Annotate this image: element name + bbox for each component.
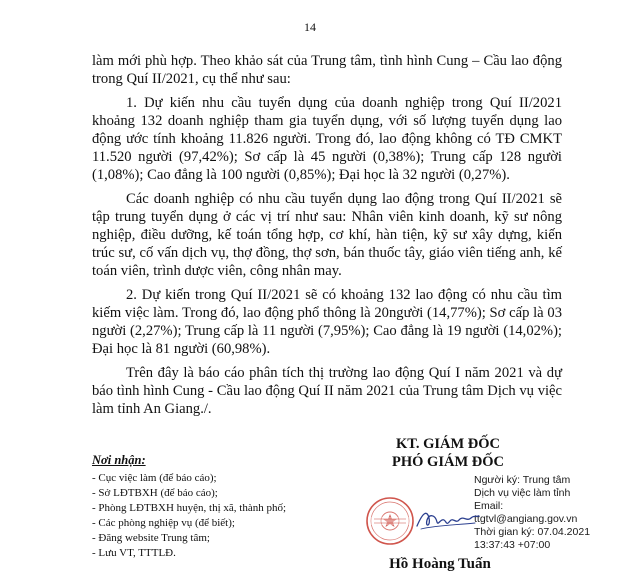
recipient-item: - Đăng website Trung tâm; [92, 532, 210, 544]
paragraph-intro: làm mới phù hợp. Theo khảo sát của Trung tâm, tình hình Cung – Cầu lao động trong Quí II/2021, cụ thể như sau: [92, 53, 562, 87]
recipients-list [92, 471, 342, 561]
report-body [92, 52, 562, 424]
paragraph-recruitment-positions: Các doanh nghiệp có nhu cầu tuyển dụng lao động trong Quí II/2021 sẽ tập trung tuyển dụng ở các vị trí như sau: Nhân viên kinh doanh, kỹ sư nông nghiệp, điều dưỡng, kế toán tổng hợp, cơ khí, hàn tiện, kỹ sư xây dựng, kiến trúc sư, cố vấn dịch vụ, thợ đồng, thợ sơn, bán thuốc tây, giáo viên tiếng anh, kế toán viên, trình dược viên, công nhân may. [92, 191, 562, 279]
paragraph-conclusion: Trên đây là báo cáo phân tích thị trường lao động Quí I năm 2021 và dự báo tình hình Cung - Cầu lao động Quí II năm 2021 của Trung tâm Dịch vụ việc làm tỉnh An Giang./. [92, 365, 562, 417]
recipient-item: - Sở LĐTBXH (để báo cáo); [92, 487, 218, 499]
recipient-item: - Các phòng nghiệp vụ (để biết); [92, 517, 235, 529]
sign-info-line: ttgtvl@angiang.gov.vn [474, 513, 578, 525]
sign-info-line: 13:37:43 +07:00 [474, 539, 551, 551]
handwritten-signature-icon [413, 504, 483, 534]
recipient-item: - Phòng LĐTBXH huyện, thị xã, thành phố; [92, 502, 287, 514]
sign-info-line: Thời gian ký: 07.04.2021 [474, 526, 591, 538]
sign-info-line: Dịch vụ việc làm tỉnh [474, 487, 571, 499]
signer-title-line1: KT. GIÁM ĐỐC [395, 436, 501, 452]
page-number: 14 [304, 20, 316, 34]
recipients-title: Nơi nhận: [92, 453, 146, 467]
recipients-block [92, 453, 342, 561]
paragraph-recruitment-demand: 1. Dự kiến nhu cầu tuyển dụng của doanh nghiệp trong Quí II/2021 khoảng 132 doanh nghiệp tham gia tuyển dụng, với số lượng tuyển dụng lao động ước tính khoảng 11.826 người. Trong đó, lao động không có TĐ CMKT 11.520 người (97,42%); Sơ cấp là 45 người (0,38%); Trung cấp 128 người (1,08%); Cao đẳng là 100 người (0,85%); Đại học là 32 người (0,27%). [92, 95, 562, 183]
digital-signature-info [474, 474, 614, 552]
signer-title-line2: PHÓ GIÁM ĐỐC [392, 454, 504, 470]
sign-info-line: Người ký: Trung tâm [474, 474, 571, 486]
official-stamp-icon [365, 496, 415, 546]
paragraph-job-seekers: 2. Dự kiến trong Quí II/2021 sẽ có khoảng 132 lao động có nhu cầu tìm kiếm việc làm. Trong đó, lao động phổ thông là 20người (14,77%); Sơ cấp là 03 người (2,27%); Trung cấp là 11 người (7,95%); Cao đẳng là 19 người (14,02%); Đại học là 81 người (60,98%). [92, 287, 562, 357]
sign-info-line: Email: [474, 500, 504, 512]
signer-name: Hồ Hoàng Tuấn [389, 556, 491, 572]
recipient-item: - Cục việc làm (để báo cáo); [92, 472, 217, 484]
recipient-item: - Lưu VT, TTTLĐ. [92, 547, 176, 559]
